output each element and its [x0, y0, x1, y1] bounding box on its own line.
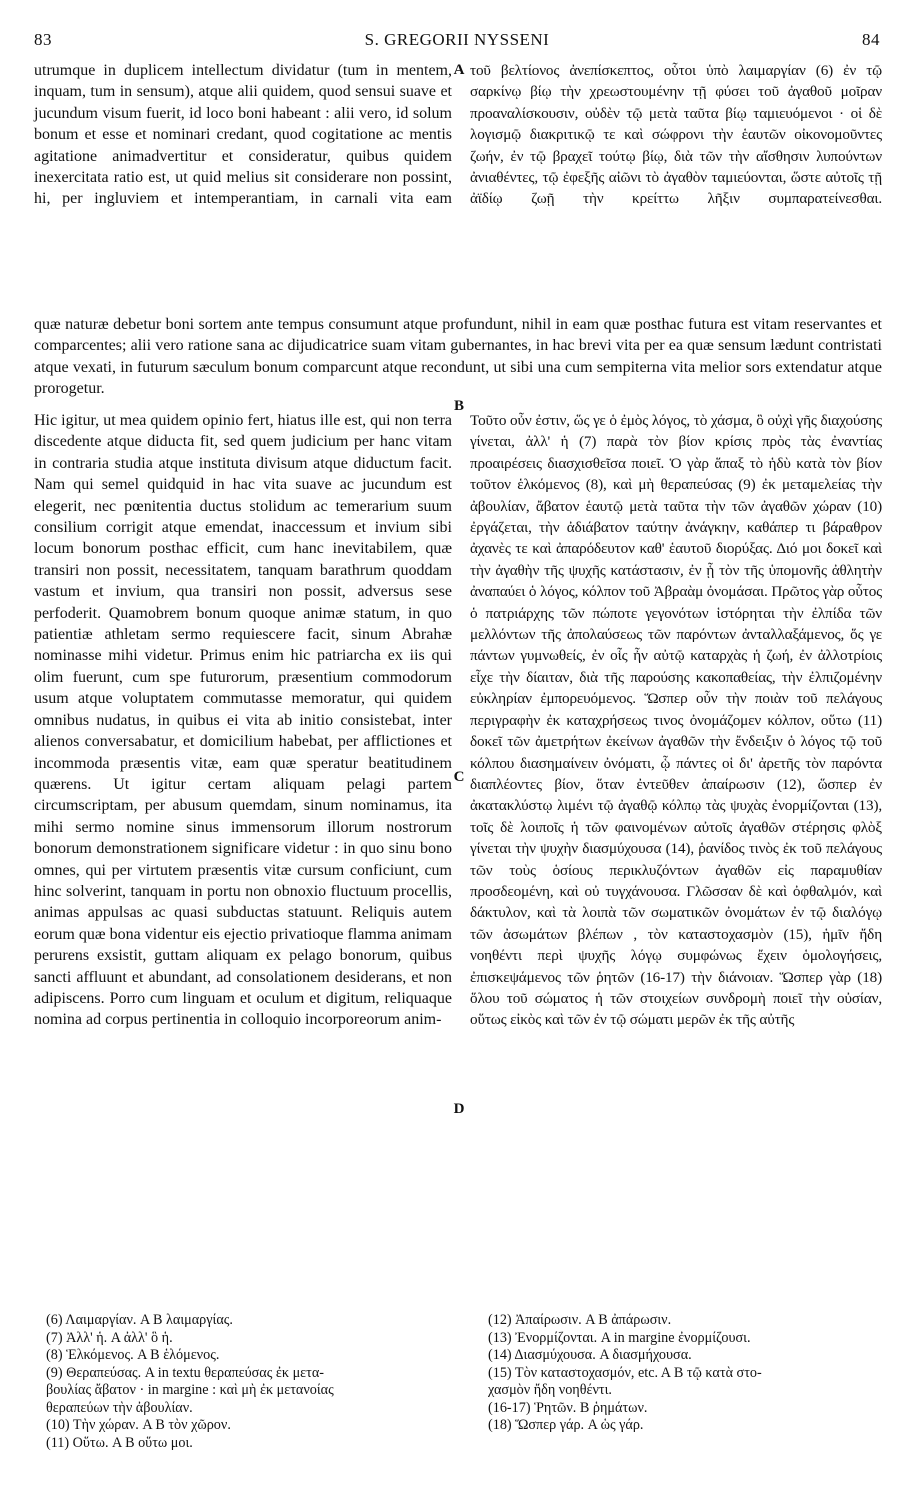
section-marker-a: A — [453, 62, 465, 78]
latin-full-width: quæ naturæ debetur boni sortem ante tempus consumunt atque profundunt, nihil in eam quæ posthac futura est vitam reservantes et comparcentes; alii vero ratione sana ac dijudicatrice suam vitam gubernantes, in hac brevi vita per ea quæ sensum lædunt contristati atque vexati, in futurum sæculum bonum comparcunt atque recondunt, ut sibi una cum sempiterna vita melior sors extendatur atque prorogetur. — [34, 316, 882, 398]
footnotes-left — [46, 1312, 456, 1452]
footnote: (8) Ἑλκόμενος. A B ἑλόμενος. — [46, 1347, 220, 1363]
page-number-left: 83 — [34, 30, 52, 49]
footnote: (18) Ὥσπερ γάρ. A ὡς γάρ. — [488, 1417, 644, 1433]
footnote: (13) Ἐνορμίζονται. A in margine ἐνορμίζουσι. — [488, 1329, 751, 1346]
footnote: (11) Οὕτω. A B οὕτω μοι. — [46, 1434, 193, 1451]
greek-column-top: τοῦ βελτίονος ἀνεπίσκεπτος, οὗτοι ὑπὸ λαιμαργίαν (6) ἐν τῷ σαρκίνῳ βίῳ τὴν χρεωστουμένην τῇ φύσει τοῦ ἀγαθοῦ μοῖραν προαναλίσκουσιν, οὐδὲν τῷ μετὰ ταῦτα βίῳ ταμιευόμενοι · οἱ δὲ λογισμῷ διακριτικῷ τε καὶ σώφρονι τὴν ἑαυτῶν οἰκονομοῦντες ζωήν, ἐν τῷ βραχεῖ τούτῳ βίῳ, διὰ τῶν τὴν αἴσθησιν λυπούντων ἀνιαθέντες, τῷ ἐφεξῆς αἰῶνι τὸ ἀγαθὸν ταμιεύονται, ὥστε αὐτοῖς τῇ ἀϊδίῳ ζωῇ τὴν κρείττω λῆξιν συμπαρατείνεσθαι. — [470, 62, 882, 208]
footnote: (16-17) Ῥητῶν. B ῥημάτων. — [488, 1399, 648, 1416]
footnotes-right — [488, 1312, 888, 1435]
footnote: (15) Τὸν καταστοχασμόν, etc. A B τῷ κατὰ στο- — [488, 1364, 762, 1381]
footnote: θεραπεύων τὴν ἀβουλίαν. — [46, 1399, 193, 1416]
footnote: (9) Θεραπεύσας. A in textu θεραπεύσας ἐκ μετα- — [46, 1364, 324, 1381]
latin-column-top: utrumque in duplicem intellectum dividatur (tum in mentem, inquam, tum in sensum), atque alii quidem, quod sensui suave et jucundum visum fuerit, id loco boni habeant : alii vero, id solum bonum et esse et nominari credant, quod cogitatione ac mentis agitatione animadvertitur et consideratur, quibus quidem inexercitata ratio est, ut quid melius sit considerare non possint, hi, per ingluviem et intemperantiam, in carnali vita eam — [34, 62, 452, 208]
section-marker-c: C — [453, 769, 465, 785]
page-number-right: 84 — [862, 30, 880, 49]
footnote: (12) Ἀπαίρωσιν. A B ἀπάρωσιν. — [488, 1312, 672, 1328]
running-title: S. GREGORII NYSSENI — [364, 30, 550, 49]
footnote: (7) Ἀλλ' ἡ. A ἀλλ' ὃ ἡ. — [46, 1329, 173, 1346]
footnote: βουλίας ἄβατον · in margine : καὶ μὴ ἐκ μετανοίας — [46, 1382, 334, 1398]
greek-column-main: Τοῦτο οὖν ἐστιν, ὥς γε ὁ ἐμὸς λόγος, τὸ χάσμα, ὃ οὐχὶ γῆς διαχούσης γίνεται, ἀλλ' ἡ (7) παρὰ τὸν βίον κρίσις πρὸς τὰς ἐναντίας προαιρέσεις διασχισθεῖσα ποιεῖ. Ὁ γὰρ ἅπαξ τὸ ἡδὺ κατὰ τὸν βίον τοῦτον ἑλκόμενος (8), καὶ μὴ θεραπεύσας (9) ἐκ μεταμελείας τὴν ἀβουλίαν, ἄβατον ἑαυτῷ μετὰ ταῦτα τὴν τῶν ἀγαθῶν χώραν (10) ἐργάζεται, τὴν ἀδιάβατον ταύτην ἀνάγκην, καθάπερ τι βάραθρον ἀχανὲς τε καὶ ἀπαρόδευτον καθ' ἑαυτοῦ διορύξας. Διό μοι δοκεῖ καὶ τὴν ἀγαθὴν τῆς ψυχῆς κατάστασιν, ἐν ᾗ τὸν τῆς ὑπομονῆς ἀθλητὴν ἀναπαύει ὁ λόγος, κόλπον τοῦ Ἀβραὰμ ὀνομάσαι. Πρῶτος γὰρ οὗτος ὁ πατριάρχης τῶν πώποτε γεγονότων ἱστόρηται τὴν ἐλπίδα τῶν μελλόντων τῆς ἀπολαύσεως τῶν παρόντων ἀνταλλαξάμενος, ὅς γε πάντων γυμνωθείς, ἐν οἷς ἦν αὐτῷ καταρχὰς ἡ ζωή, ἐν ἀλλοτρίοις εἶχε τὴν δίαιταν, διὰ τῆς παρούσης κακοπαθείας, τὴν ἐλπιζομένην εὐκληρίαν ἐμπορευόμενος. Ὥσπερ οὖν τὴν ποιὰν τοῦ πελάγους περιγραφὴν ἐκ καταχρήσεως τινος ὀνομάζομεν κόλπον, οὕτω (11) δοκεῖ τῶν ἀμετρήτων ἐκείνων ἀγαθῶν τὴν ἔνδειξιν ὁ λόγος τῷ τοῦ κόλπου διασημαίνειν ὀνόματι, ᾧ πάντες οἱ δι' ἀρετῆς τὸν παρόντα διαπλέοντες βίον, ὅταν ἐντεῦθεν ἀπαίρωσιν (12), ὥσπερ ἐν ἀκατακλύστῳ λιμένι τῷ ἀγαθῷ κόλπῳ τὰς ψυχὰς ἐνορμίζονται (13), τοῖς δὲ λοιποῖς ἡ τῶν φαινομένων αὐτοῖς ἀγαθῶν στέρησις φλὸξ γίνεται τὴν ψυχὴν διασμύχουσα (14), ῥανίδος τινὸς ἐκ τοῦ πελάγους τῶν τοὺς ὁσίους περικλυζόντων ἀγαθῶν εἰς παραμυθίαν προσδεομένη, καὶ οὐ τυγχάνουσα. Γλῶσσαν δὲ καὶ ὀφθαλμόν, καὶ δάκτυλον, καὶ τὰ λοιπὰ τῶν σωματικῶν ὀνομάτων ἐν τῷ διαλόγῳ τῶν ἀσωμάτων βλέπων , τὸν καταστοχασμὸν (15), ἡμῖν ἤδη νοηθέντι περὶ ψυχῆς λόγῳ συμφώνως ἔχειν ὁμολογήσεις, ἐπισκεψάμενος τῶν ῥητῶν (16-17) τὴν διάνοιαν. Ὥσπερ γὰρ (18) ὅλου τοῦ σώματος ἡ τῶν στοιχείων συνδρομὴ ποιεῖ τὴν οὐσίαν, οὕτως εἰκὸς καὶ τῶν ἐν τῷ σώματι μερῶν ἐκ τῆς αὐτῆς — [470, 412, 882, 1029]
footnote: (6) Λαιμαργίαν. A B λαιμαργίας. — [46, 1312, 233, 1328]
latin-column-main: Hic igitur, ut mea quidem opinio fert, hiatus ille est, qui non terra discedente atque diducta fit, sed quem judicium per hanc vitam in contraria studia atque instituta divisum atque diductum facit. Nam qui semel quidquid in hac vita suave ac jucundum est elegerit, nec pœnitentia ductus stolidum ac temerarium suum consilium corrigit atque emendat, inaccessum et invium sibi locum bonorum posthac efficit, cum hanc inevitabilem, quæ transiri non possit, necessitatem, tanquam barathrum quoddam vastum et invium, qua transiri non possit, adversus sese perfoderit. Quamobrem bonum quoque animæ statum, in quo patientiæ athletam sermo requiescere facit, sinum Abrahæ nominasse mihi videtur. Primus enim hic patriarcha ex iis qui olim fuerunt, cum spe futurorum, præsentium commodorum usum atque voluptatem commutasse memoratur, qui quidem omnibus nudatus, in quibus ei vita ab initio consistebat, inter alienos conversabatur, et domicilium habebat, per afflictiones et incommoda præsentis vitæ, eam quæ speratur beatitudinem quærens. Ut igitur certam aliquam pelagi partem circumscriptam, per abusum quemdam, sinum nominamus, ita mihi sermo nomine sinus immensorum illorum nostrorum bonorum demonstrationem significare videtur : in quo sinu bono omnes, qui per virtutem præsentis vitæ cursum conficiunt, cum hinc solverint, tanquam in portu non obnoxio fluctuum procellis, animas appulsas ac quasi subductas statuunt. Reliquis autem eorum quæ bona videntur eis ejectio privatioque flamma animam perurens exsistit, guttam aliquam ex pelago bonorum, quibus sancti affluunt et abundant, ad consolationem desiderans, et non adipiscens. Porro cum linguam et oculum et digitum, reliquaque nomina ad corpus pertinentia in colloquio incorporeorum anim- — [34, 412, 452, 1029]
section-marker-b: B — [453, 398, 464, 414]
footnote: χασμὸν ἤδη νοηθέντι. — [488, 1382, 612, 1398]
footnote: (10) Τὴν χώραν. A B τὸν χῶρον. — [46, 1417, 231, 1433]
running-header — [34, 30, 880, 56]
footnote: (14) Διασμύχουσα. A διασμήχουσα. — [488, 1347, 692, 1363]
section-marker-d: D — [453, 1101, 465, 1117]
